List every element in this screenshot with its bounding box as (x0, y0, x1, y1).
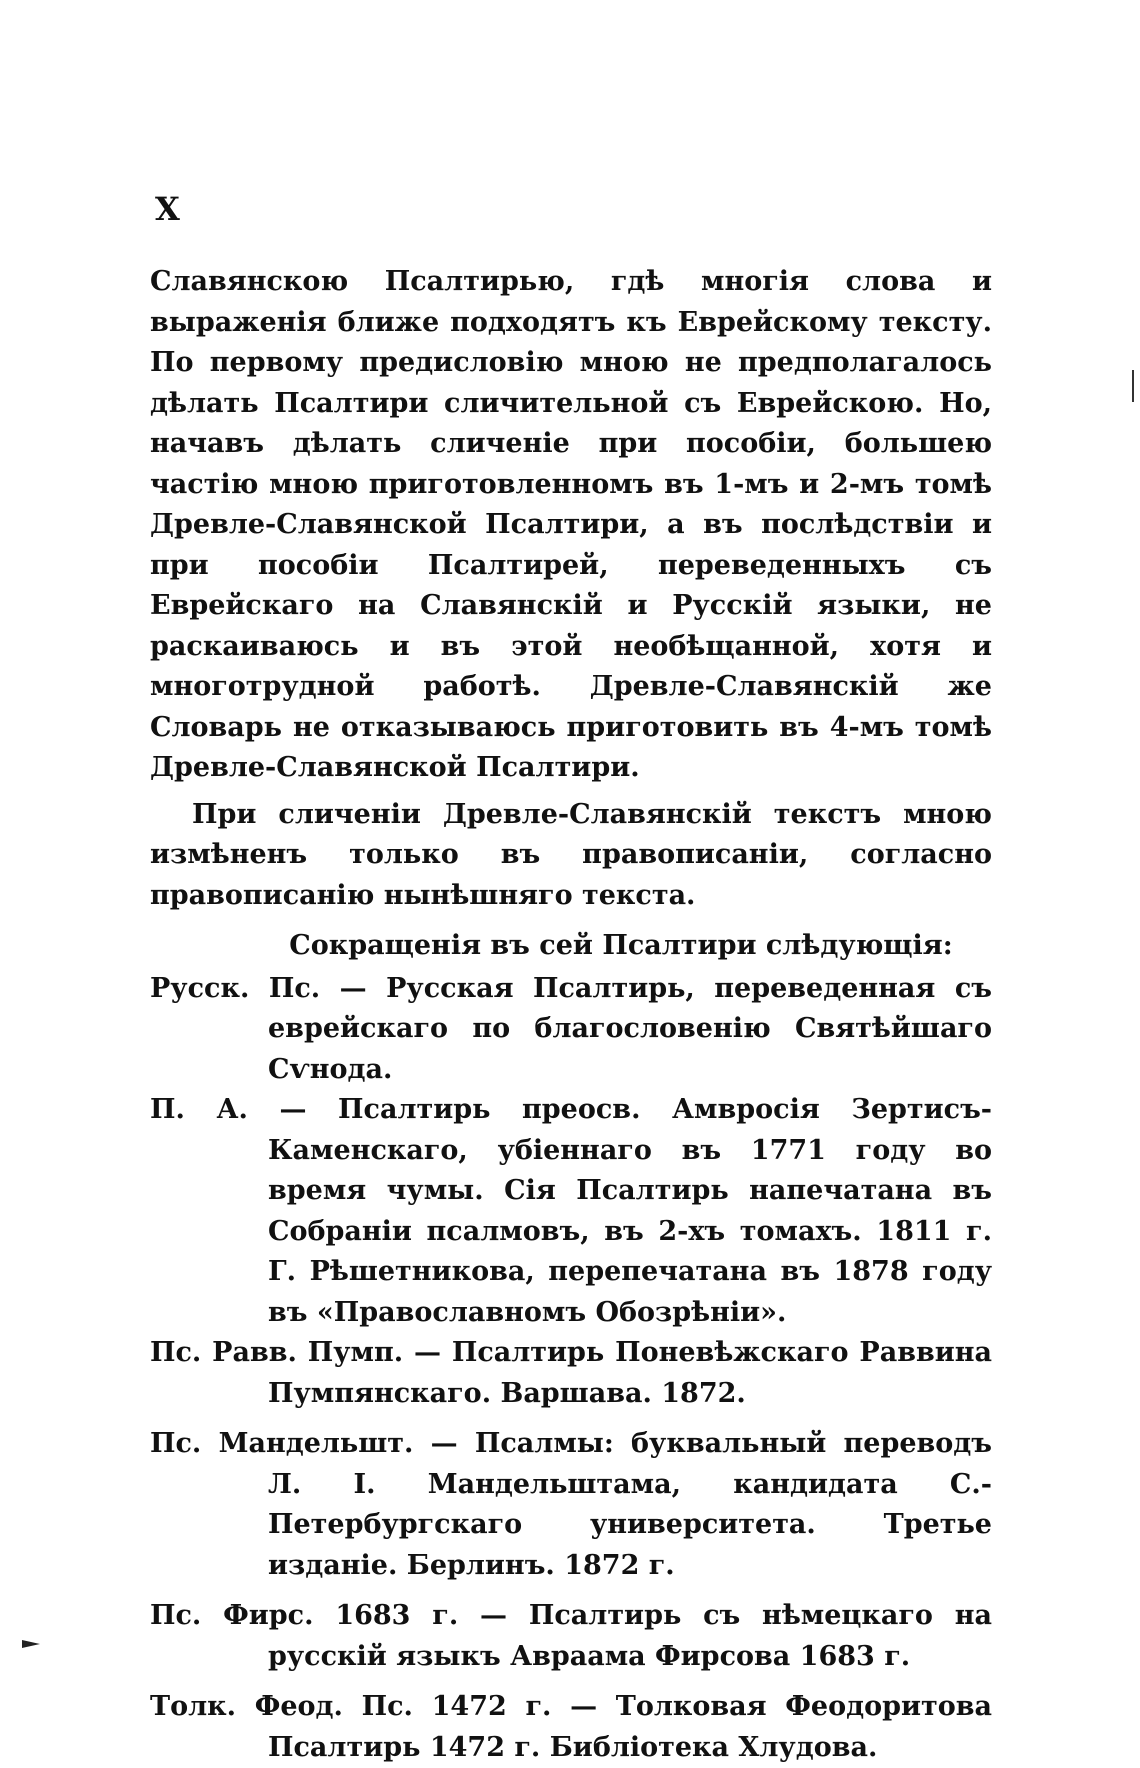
margin-rule-mark (1132, 370, 1134, 402)
abbreviation-entry: П. А. — Псалтирь преосв. Амвросія Зертисъ-Каменскаго, убіеннаго въ 1771 году во время чумы. Сія Псалтирь напечатана въ Собраніи псалмовъ, въ 2-хъ томахъ. 1811 г. Г. Рѣшетникова, перепечатана въ 1878 году въ «Православномъ Обозрѣніи». (150, 1090, 992, 1333)
abbreviation-entry: Пс. Мандельшт. — Псалмы: буквальный переводъ Л. І. Мандельштама, кандидата С.-Петербургскаго университета. Третье изданіе. Берлинъ. 1872 г. (150, 1424, 992, 1586)
abbreviation-entry: Толк. Феод. Пс. 1472 г. — Толковая Феодоритова Псалтирь 1472 г. Библіотека Хлудова. (150, 1687, 992, 1768)
margin-arrow-icon (22, 1640, 40, 1648)
abbreviation-entry: Пс. Фирс. 1683 г. — Псалтирь съ нѣмецкаго на русскій языкъ Авраама Фирсова 1683 г. (150, 1596, 992, 1677)
abbreviation-entry: Русск. Пс. — Русская Псалтирь, переведенная съ еврейскаго по благословенію Святѣйшаго Сѵнода. (150, 969, 992, 1091)
page-body (150, 262, 992, 1768)
paragraph-intro: Славянскою Псалтирью, гдѣ многія слова и выраженія ближе подходятъ къ Еврейскому тексту. По первому предисловію мною не предполагалось дѣлать Псалтири сличительной съ Еврейскою. Но, начавъ дѣлать сличеніе при пособіи, большею частію мною приготовленномъ въ 1-мъ и 2-мъ томѣ Древле-Славянской Псалтири, а въ послѣдствіи и при пособіи Псалтирей, переведенныхъ съ Еврейскаго на Славянскій и Русскій языки, не раскаиваюсь и въ этой необѣщанной, хотя и многотрудной работѣ. Древле-Славянскій же Словарь не отказываюсь приготовить въ 4-мъ томѣ Древле-Славянской Псалтири. (150, 262, 992, 789)
abbreviation-entry: Пс. Равв. Пумп. — Псалтирь Поневѣжскаго Раввина Пумпянскаго. Варшава. 1872. (150, 1333, 992, 1414)
abbreviations-heading: Сокращенія въ сей Псалтири слѣдующія: (150, 926, 992, 967)
paragraph-orthography: При сличеніи Древле-Славянскій текстъ мною измѣненъ только въ правописаніи, согласно правописанію нынѣшняго текста. (150, 795, 992, 917)
page-number: X (155, 190, 180, 228)
abbreviations-list (150, 969, 992, 1768)
